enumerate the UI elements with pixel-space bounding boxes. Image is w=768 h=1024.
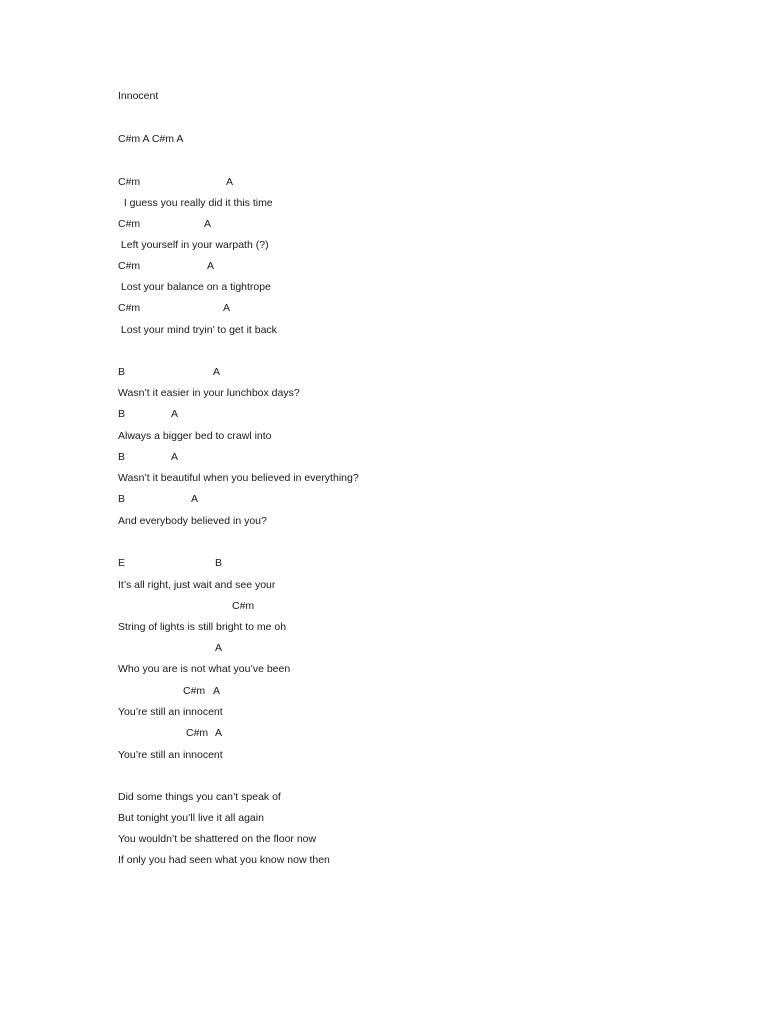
lyric-line: And everybody believed in you? <box>118 515 267 527</box>
chord: B <box>118 366 126 378</box>
lyric-line: Wasn’t it beautiful when you believed in everything? <box>118 472 359 484</box>
lyric-line: Always a bigger bed to crawl into <box>118 430 272 442</box>
chord: A <box>213 366 221 378</box>
lyric-line: It’s all right, just wait and see your <box>118 579 276 591</box>
lyric-line: You’re still an innocent <box>118 706 223 718</box>
lyric-line: You’re still an innocent <box>118 749 223 761</box>
chord: A <box>171 451 179 463</box>
chord: A <box>207 260 215 272</box>
song-title: Innocent <box>118 90 159 102</box>
chord: E <box>118 557 126 569</box>
lyric-line: Left yourself in your warpath (?) <box>118 239 269 251</box>
chord: C#m <box>232 600 255 612</box>
chord: A <box>191 493 199 505</box>
chord: C#m <box>183 685 206 697</box>
lyric-line: You wouldn’t be shattered on the floor now <box>118 833 317 845</box>
chord: A <box>223 302 231 314</box>
chord: A <box>204 218 212 230</box>
chord: B <box>118 408 126 420</box>
chord: A <box>213 685 221 697</box>
chord: B <box>215 557 223 569</box>
lyric-line: I guess you really did it this time <box>118 197 273 209</box>
lyric-line: Lost your mind tryin’ to get it back <box>118 324 277 336</box>
chord: A <box>215 642 223 654</box>
chord: B <box>118 493 126 505</box>
lyric-line: If only you had seen what you know now then <box>118 854 330 866</box>
intro-chords: C#m A C#m A <box>118 133 184 145</box>
chord: A <box>171 408 179 420</box>
chord: C#m <box>186 727 209 739</box>
chord: B <box>118 451 126 463</box>
chord: A <box>226 176 234 188</box>
chord: C#m <box>118 218 141 230</box>
chord: C#m <box>118 260 141 272</box>
lyric-line: Wasn’t it easier in your lunchbox days? <box>118 387 300 399</box>
chord: C#m <box>118 176 141 188</box>
lyric-line: Did some things you can’t speak of <box>118 791 281 803</box>
lyric-line: Who you are is not what you’ve been <box>118 663 291 675</box>
lyric-line: Lost your balance on a tightrope <box>118 281 271 293</box>
chord: A <box>215 727 223 739</box>
lyric-line: But tonight you’ll live it all again <box>118 812 264 824</box>
chord: C#m <box>118 302 141 314</box>
lyric-line: String of lights is still bright to me oh <box>118 621 287 633</box>
